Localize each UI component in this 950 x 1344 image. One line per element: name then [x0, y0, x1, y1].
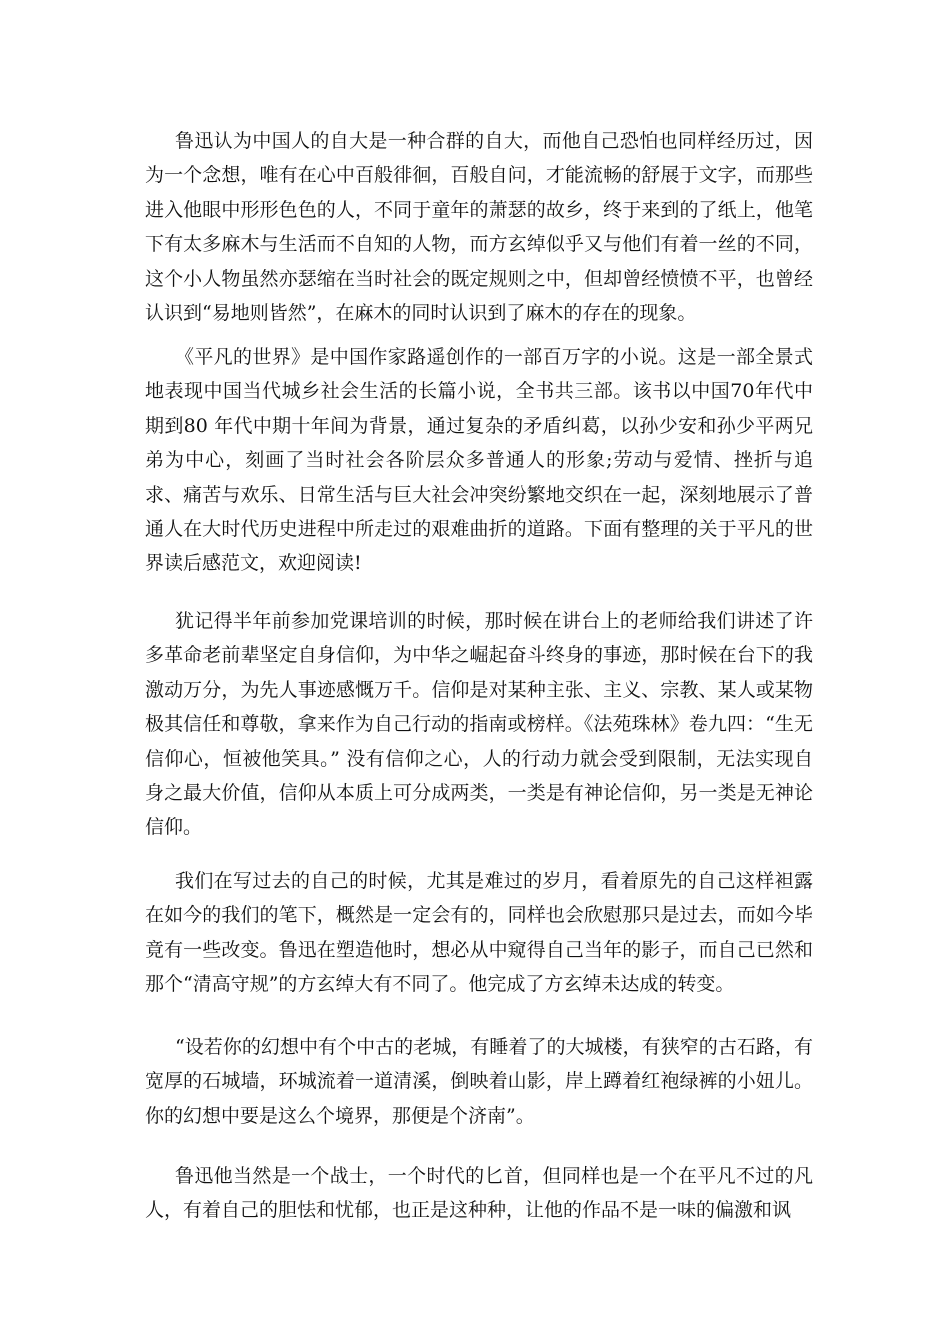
paragraph-writing-past-self: 我们在写过去的自己的时候，尤其是难过的岁月，看着原先的自己这样袒露在如今的我们的笔下，概然是一定会有的，同样也会欣慰那只是过去，而如今毕竟有一些改变。鲁迅在塑造他时，想必从中窥得自己当年的影子，而自己已然和那个“清高守规”的方玄绰大有不同了。他完成了方玄绰未达成的转变。: [145, 870, 813, 996]
paragraph-ordinary-world-intro: 《平凡的世界》是中国作家路遥创作的一部百万字的小说。这是一部全景式地表现中国当代城乡社会生活的长篇小说，全书共三部。该书以中国70年代中期到80 年代中期十年间为背景，通过复杂的矛盾纠葛，以孙少安和孙少平两兄弟为中心，刻画了当时社会各阶层众多普通人的形象;劳动与爱情、挫折与追求、痛苦与欢乐、日常生活与巨大社会冲突纷繁地交织在一起，深刻地展示了普通人在大时代历史进程中所走过的艰难曲折的道路。下面有整理的关于平凡的世界读后感范文，欢迎阅读!: [145, 346, 813, 575]
paragraph-lu-xun-warrior: 鲁迅他当然是一个战士，一个时代的匕首，但同样也是一个在平凡不过的凡人，有着自己的胆怯和忧郁，也正是这种种，让他的作品不是一味的偏激和讽: [145, 1165, 813, 1222]
paragraph-jinan-quote: “设若你的幻想中有个中古的老城，有睡着了的大城楼，有狭窄的古石路，有宽厚的石城墙，环城流着一道清溪，倒映着山影，岸上蹲着红袍绿裤的小妞儿。你的幻想中要是这么个境界，那便是个济南”。: [145, 1036, 813, 1127]
paragraph-party-class-belief: 犹记得半年前参加党课培训的时候，那时候在讲台上的老师给我们讲述了许多革命老前辈坚定自身信仰，为中华之崛起奋斗终身的事迹，那时候在台下的我激动万分，为先人事迹感慨万千。信仰是对某种主张、主义、宗教、某人或某物极其信任和尊敬，拿来作为自己行动的指南或榜样。《法苑珠林》卷九四：“生无信仰心，恒被他笑具。” 没有信仰之心，人的行动力就会受到限制，无法实现自身之最大价值，信仰从本质上可分成两类，一类是有神论信仰，另一类是无神论信仰。: [145, 610, 813, 839]
paragraph-lu-xun-self-importance: 鲁迅认为中国人的自大是一种合群的自大，而他自己恐怕也同样经历过，因为一个念想，唯有在心中百般徘徊，百般自问，才能流畅的舒展于文字，而那些进入他眼中形形色色的人，不同于童年的萧瑟的故乡，终于来到的了纸上，他笔下有太多麻木与生活而不自知的人物，而方玄绰似乎又与他们有着一丝的不同，这个小人物虽然亦瑟缩在当时社会的既定规则之中，但却曾经愤愤不平，也曾经认识到“易地则皆然”，在麻木的同时认识到了麻木的存在的现象。: [145, 130, 813, 325]
